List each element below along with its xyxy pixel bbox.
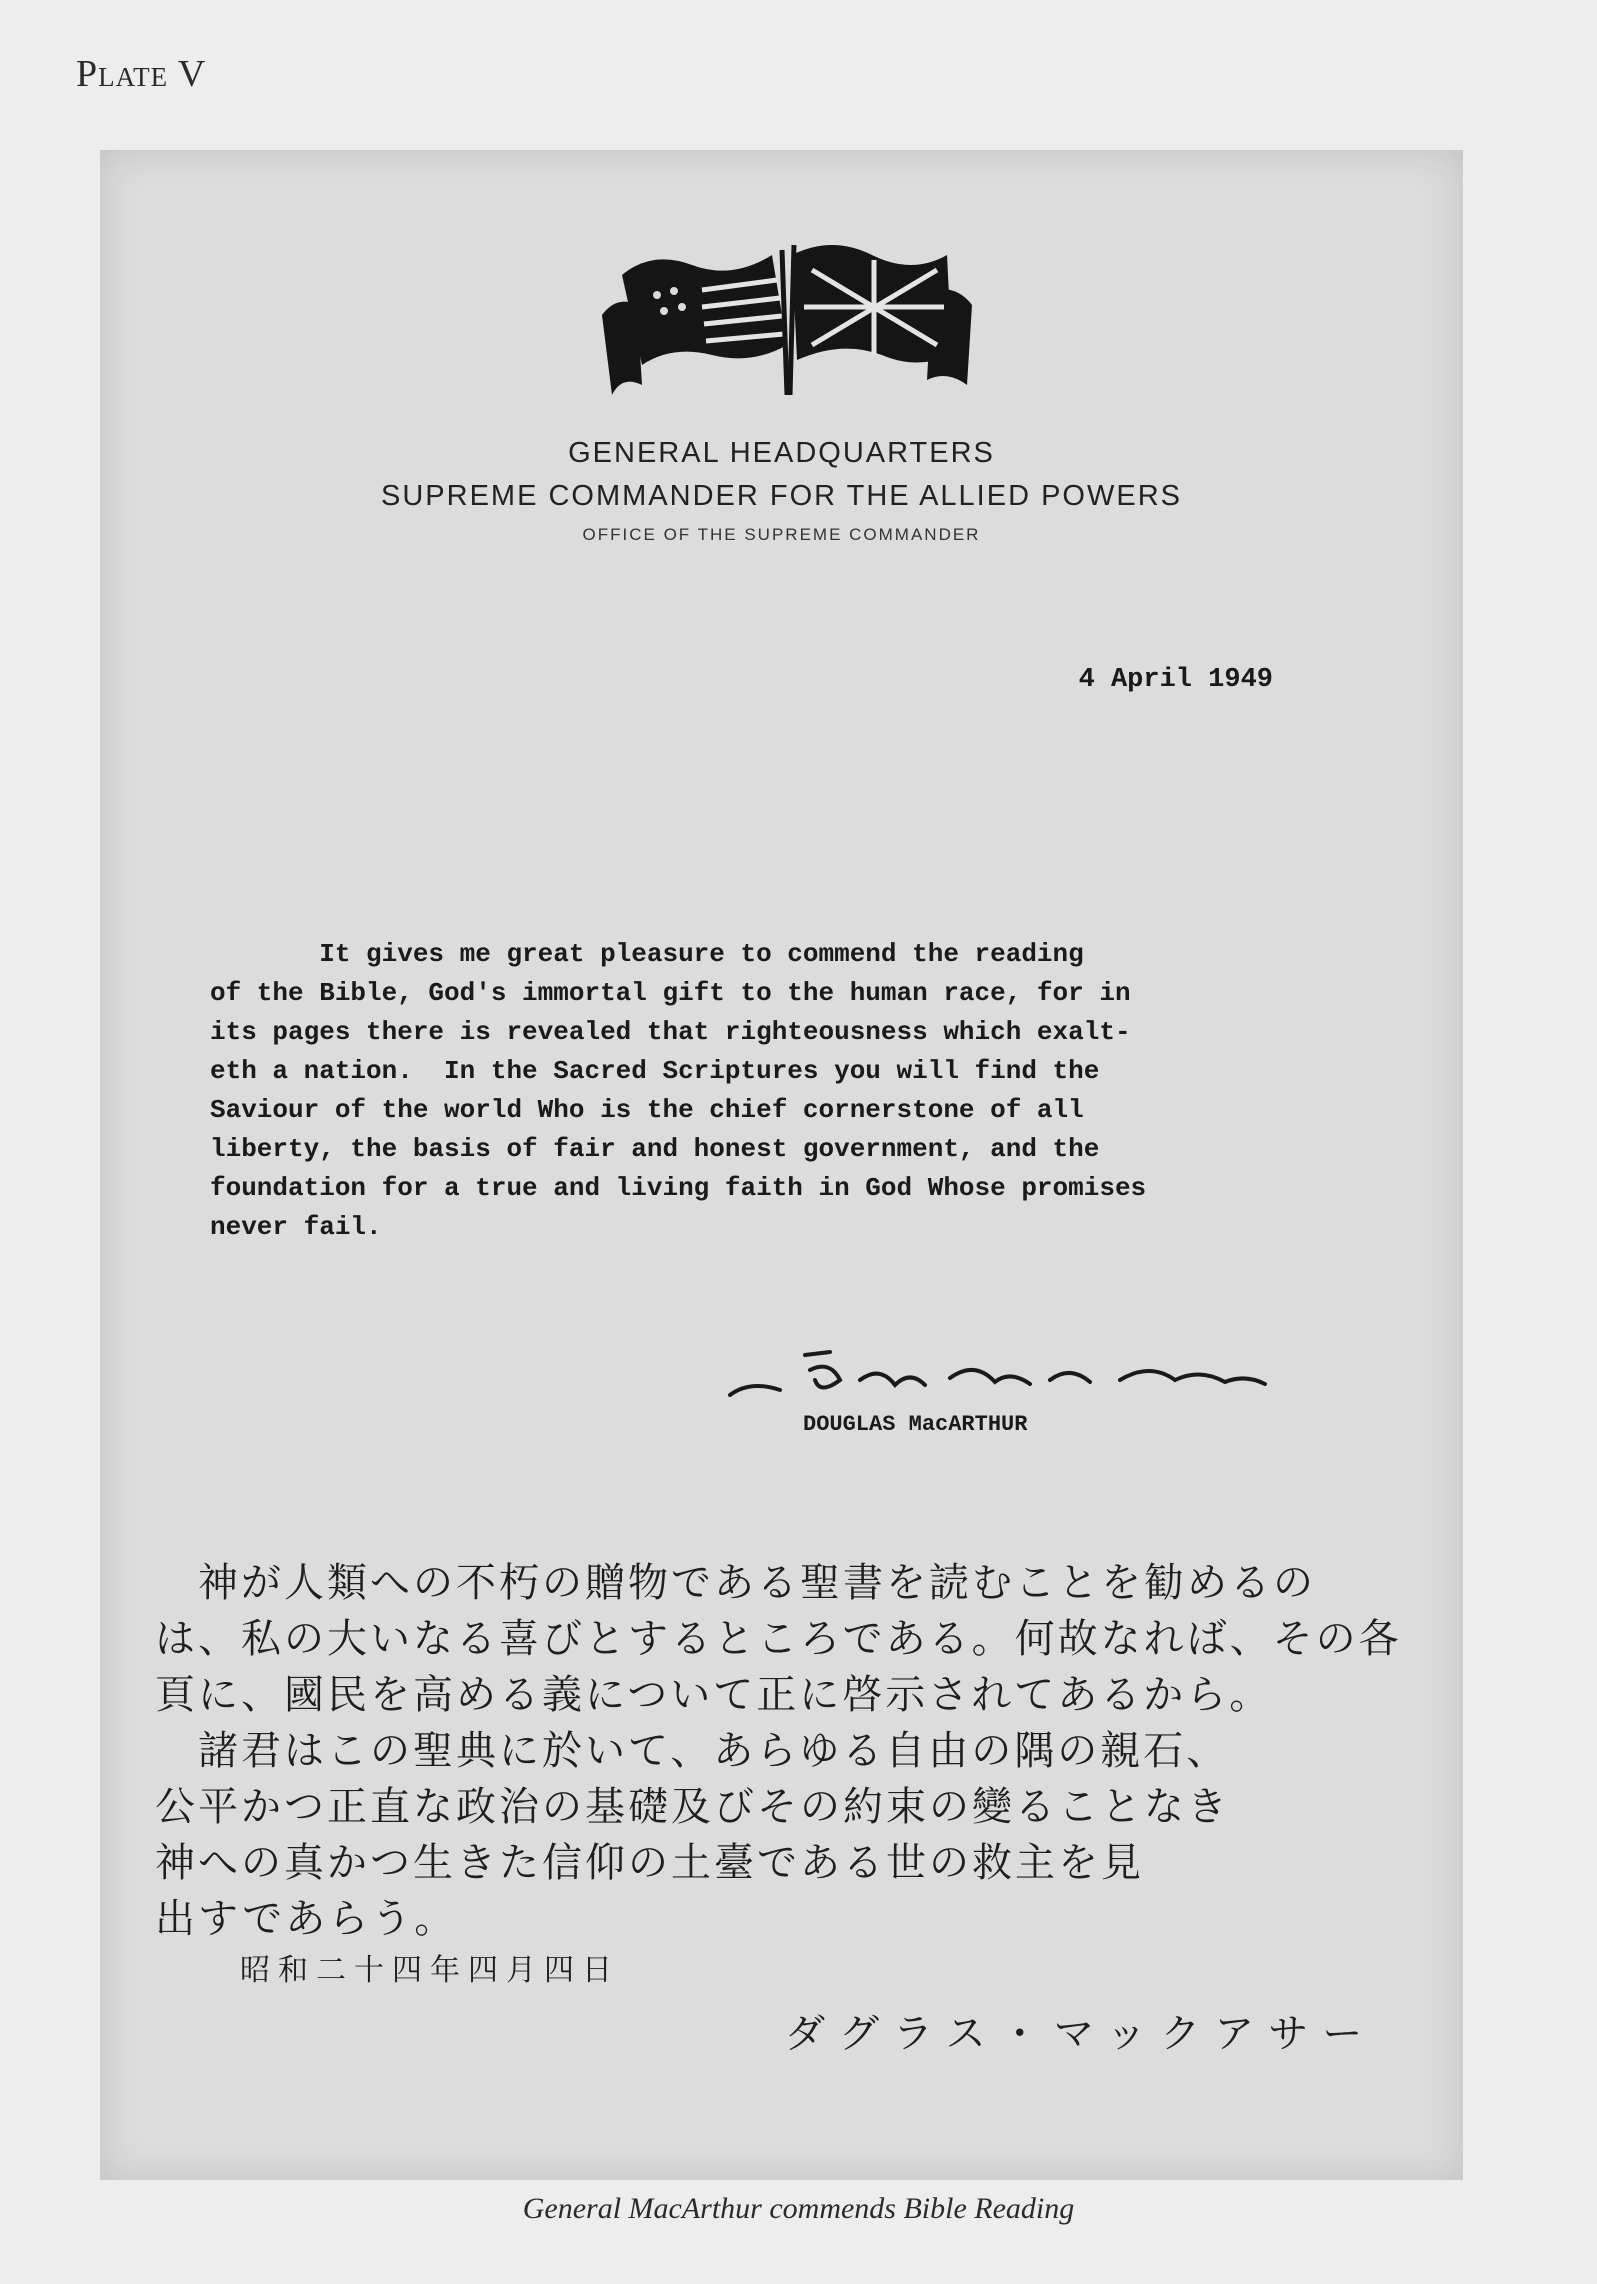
letterhead-subtitle: SUPREME COMMANDER FOR THE ALLIED POWERS: [381, 480, 1182, 512]
body-line: Saviour of the world Who is the chief cornerstone of all: [210, 1095, 1084, 1125]
letter-body: [210, 935, 1390, 1247]
letterhead-title: GENERAL HEADQUARTERS: [568, 437, 995, 469]
figure-caption: General MacArthur commends Bible Reading: [522, 2192, 1075, 2225]
body-line: never fail.: [210, 1212, 382, 1242]
letterhead: [100, 195, 1463, 545]
japanese-line: は、私の大いなる喜びとするところである。何故なれば、その各: [155, 1616, 1402, 1662]
typed-signature-name: DOUGLAS MacARTHUR: [803, 1412, 1028, 1437]
body-line: foundation for a true and living faith in God Whose promises: [210, 1173, 1147, 1203]
body-line: liberty, the basis of fair and honest government, and the: [210, 1134, 1100, 1164]
japanese-date: 昭和二十四年四月四日: [240, 1953, 620, 1988]
japanese-line: 頁に、國民を高める義について正に啓示されてあるから。: [155, 1672, 1273, 1718]
body-line: its pages there is revealed that righteousness which exalt-: [210, 1017, 1131, 1047]
letterhead-office: OFFICE OF THE SUPREME COMMANDER: [582, 525, 981, 544]
japanese-line: 諸君はこの聖典に於いて、あらゆる自由の隅の親石、: [155, 1728, 1230, 1774]
japanese-line: 神への真かつ生きた信仰の土臺である世の救主を見: [155, 1840, 1144, 1886]
japanese-translation: [155, 1555, 1415, 1947]
letter-photo: [100, 150, 1463, 2180]
plate-label: Plate V: [76, 53, 207, 95]
body-line: eth a nation. In the Sacred Scriptures you will find the: [210, 1056, 1100, 1086]
japanese-line: 公平かつ正直な政治の基礎及びその約束の變ることなき: [155, 1784, 1230, 1830]
japanese-line: 神が人類への不朽の贈物である聖書を読むことを勧めるの: [155, 1560, 1316, 1606]
crossed-flags-emblem: [582, 195, 982, 395]
body-line: It gives me great pleasure to commend the reading: [210, 939, 1084, 969]
body-line: of the Bible, God's immortal gift to the human race, for in: [210, 978, 1131, 1008]
handwritten-signature: [720, 1340, 1280, 1410]
japanese-signature: ダグラス・マックアサー: [785, 2011, 1377, 2057]
japanese-line: 出すであらう。: [155, 1896, 458, 1942]
letter-date: 4 April 1949: [1078, 665, 1273, 695]
